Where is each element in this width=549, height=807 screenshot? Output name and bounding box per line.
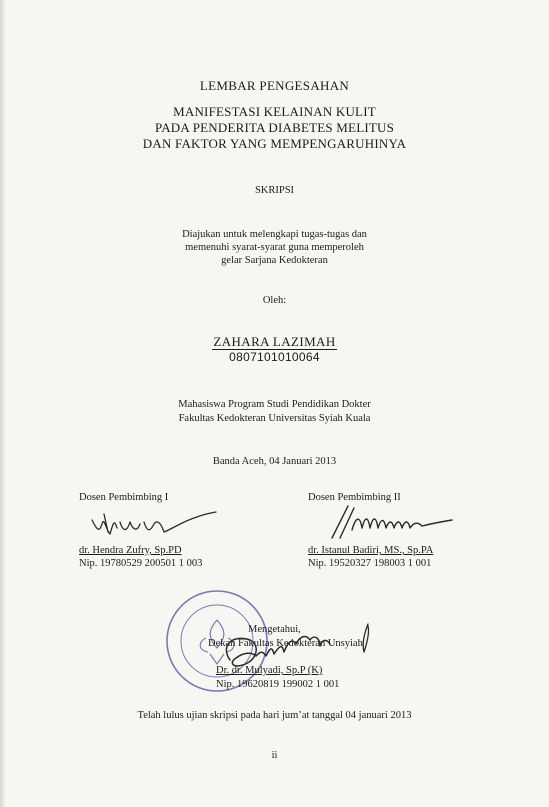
author-student-id: 0807101010064	[229, 350, 320, 364]
supervisor-1-name: dr. Hendra Zufry, Sp.PD	[79, 545, 182, 556]
by-label: Oleh:	[262, 295, 287, 306]
affiliation-line: Fakultas Kedokteran Universitas Syiah Kuala	[178, 413, 371, 424]
supervisor-2-signature	[318, 502, 458, 542]
supervisor-1-label: Dosen Pembimbing I	[79, 492, 169, 503]
thesis-title	[0, 104, 549, 152]
purpose-statement	[0, 228, 549, 267]
approval-label: Mengetahui,	[248, 624, 301, 635]
approval-role: Dekan Fakultas Kedokteran Unsyiah	[208, 638, 363, 649]
purpose-line: memenuhi syarat-syarat guna memperoleh	[185, 242, 364, 253]
exam-passed-note: Telah lulus ujian skripsi pada hari jum’at tanggal 04 januari 2013	[137, 710, 412, 721]
supervisor-1-nip: Nip. 19780529 200501 1 003	[79, 558, 203, 569]
affiliation-line: Mahasiswa Program Studi Pendidikan Dokter	[178, 399, 371, 410]
affiliation	[0, 398, 549, 426]
supervisor-2-label: Dosen Pembimbing II	[308, 492, 401, 503]
thesis-title-line: MANIFESTASI KELAINAN KULIT	[173, 104, 376, 119]
document-type: SKRIPSI	[254, 185, 295, 196]
supervisor-2-name: dr. Istanul Badiri, MS., Sp.PA	[308, 545, 434, 556]
purpose-line: Diajukan untuk melengkapi tugas-tugas dan	[182, 229, 367, 240]
place-date: Banda Aceh, 04 Januari 2013	[212, 456, 337, 467]
author-name-text: ZAHARA LAZIMAH	[213, 334, 336, 349]
thesis-title-line: PADA PENDERITA DIABETES MELITUS	[154, 120, 395, 135]
thesis-title-line: DAN FAKTOR YANG MEMPENGARUHINYA	[142, 136, 407, 151]
approval-name: Dr. dr. Mulyadi, Sp.P (K)	[216, 665, 323, 676]
purpose-line: gelar Sarjana Kedokteran	[221, 255, 328, 266]
supervisor-1-signature	[90, 510, 220, 540]
page-title: LEMBAR PENGESAHAN	[199, 78, 350, 93]
author-name	[0, 334, 549, 350]
supervisor-2-nip: Nip. 19520327 198003 1 001	[308, 558, 432, 569]
page-number: ii	[271, 750, 278, 761]
approval-nip: Nip. 19620819 199002 1 001	[216, 679, 340, 690]
